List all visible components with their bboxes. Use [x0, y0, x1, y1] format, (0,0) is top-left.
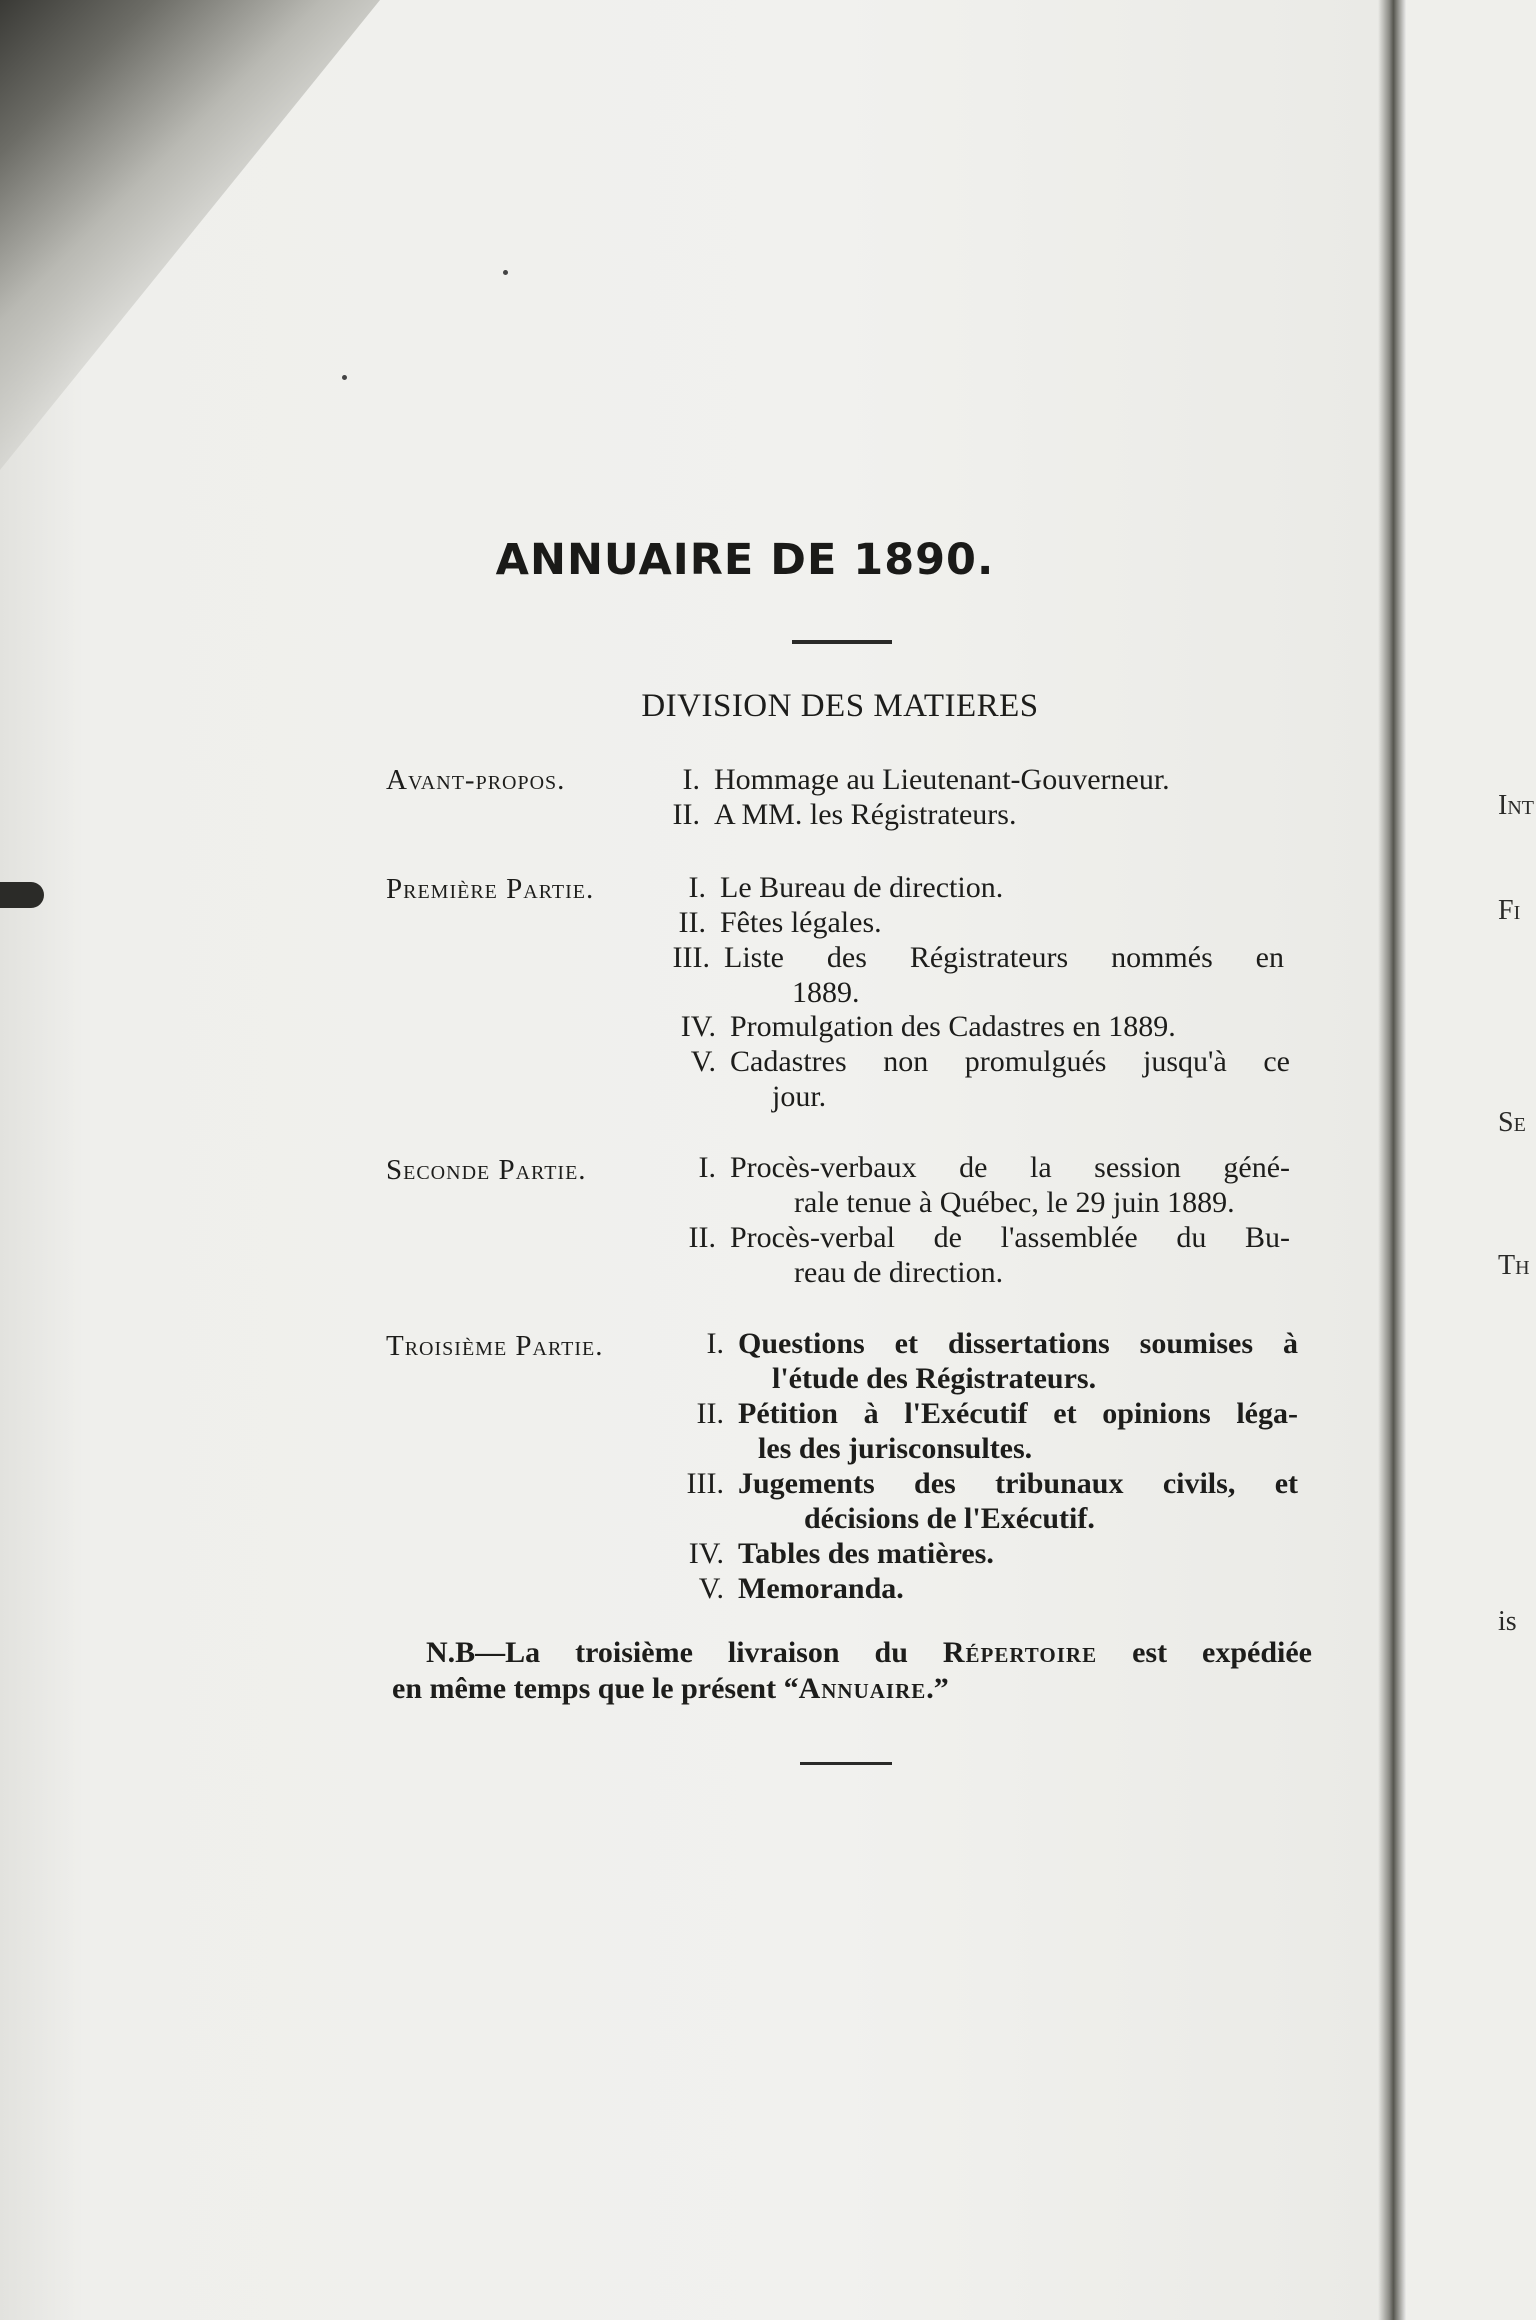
note-text: N.B—La troisième livraison du [426, 1636, 943, 1669]
adjacent-page-fragment: Fi [1498, 895, 1521, 926]
title-rule [792, 640, 892, 644]
entry-text-continued: jour. [772, 1080, 827, 1113]
entry-text: Pétition à l'Exécutif et opinions léga- [738, 1397, 1298, 1430]
entry-text-continued: rale tenue à Québec, le 29 juin 1889. [794, 1186, 1235, 1219]
entry-number: I. [706, 1327, 724, 1360]
entry-number: II. [678, 906, 706, 939]
part-label-troisieme-partie: Troisième Partie. [386, 1330, 604, 1362]
adjacent-page-fragment: Se [1498, 1107, 1526, 1138]
paper-speck [503, 270, 508, 275]
entry-text: Procès-verbal de l'assemblée du Bu- [730, 1221, 1290, 1254]
entry-text: Liste des Régistrateurs nommés en [724, 941, 1284, 974]
part-label-avant-propos: Avant-propos. [386, 764, 566, 796]
part-label-seconde-partie: Seconde Partie. [386, 1154, 587, 1186]
entry-number: V. [698, 1572, 724, 1605]
adjacent-page [1406, 0, 1536, 2320]
note-text: en même temps que le présent “ [392, 1672, 799, 1705]
book-gutter [1378, 0, 1406, 2320]
entry-text: Promulgation des Cadastres en 1889. [730, 1010, 1176, 1043]
entry-number: III. [686, 1467, 724, 1500]
part-label-premiere-partie: Première Partie. [386, 873, 595, 905]
entry-number: I. [682, 763, 700, 796]
entry-text: Le Bureau de direction. [720, 871, 1004, 904]
entry-text: Jugements des tribunaux civils, et [738, 1467, 1298, 1500]
entry-number: II. [688, 1221, 716, 1254]
note-line-2 [392, 1671, 1312, 1707]
note-annuaire: Annuaire [798, 1672, 927, 1705]
entry-text: Procès-verbaux de la session géné- [730, 1151, 1290, 1184]
entry-text: Questions et dissertations soumises à [738, 1327, 1298, 1360]
entry-number: I. [688, 871, 706, 904]
entry-number: I. [698, 1151, 716, 1184]
entry-text-continued: les des jurisconsultes. [758, 1432, 1033, 1465]
entry-number: V. [690, 1045, 716, 1078]
paper-speck [342, 375, 347, 380]
entry-text: A MM. les Régistrateurs. [714, 798, 1017, 831]
entry-number: IV. [688, 1537, 724, 1570]
entry-text-continued: 1889. [792, 976, 860, 1009]
entry-text: Fêtes légales. [720, 906, 882, 939]
note-text: .” [926, 1672, 949, 1705]
entry-text: Tables des matières. [738, 1537, 994, 1570]
note-paragraph [392, 1635, 1312, 1707]
entry-text: Memoranda. [738, 1572, 904, 1605]
entry-text: Cadastres non promulgués jusqu'à ce [730, 1045, 1290, 1078]
closing-rule [800, 1762, 892, 1765]
entry-number: II. [696, 1397, 724, 1430]
note-repertoire: Répertoire [942, 1636, 1098, 1669]
note-text: est expédiée [1097, 1636, 1312, 1669]
entry-text-continued: décisions de l'Exécutif. [804, 1502, 1095, 1535]
page-edge-mark [0, 882, 44, 908]
entry-text-continued: l'étude des Régistrateurs. [772, 1362, 1097, 1395]
section-heading: DIVISION DES MATIERES [641, 688, 1039, 724]
note-line-1 [392, 1635, 1312, 1671]
adjacent-page-fragment: is [1498, 1606, 1517, 1637]
page-title: ANNUAIRE DE 1890. [495, 535, 995, 585]
entry-number: II. [672, 798, 700, 831]
entry-text-continued: reau de direction. [794, 1256, 1004, 1289]
entry-number: III. [672, 941, 710, 974]
adjacent-page-fragment: Int [1498, 790, 1534, 821]
entry-text: Hommage au Lieutenant-Gouverneur. [714, 763, 1170, 796]
entry-number: IV. [680, 1010, 716, 1043]
adjacent-page-fragment: Th [1498, 1250, 1530, 1281]
